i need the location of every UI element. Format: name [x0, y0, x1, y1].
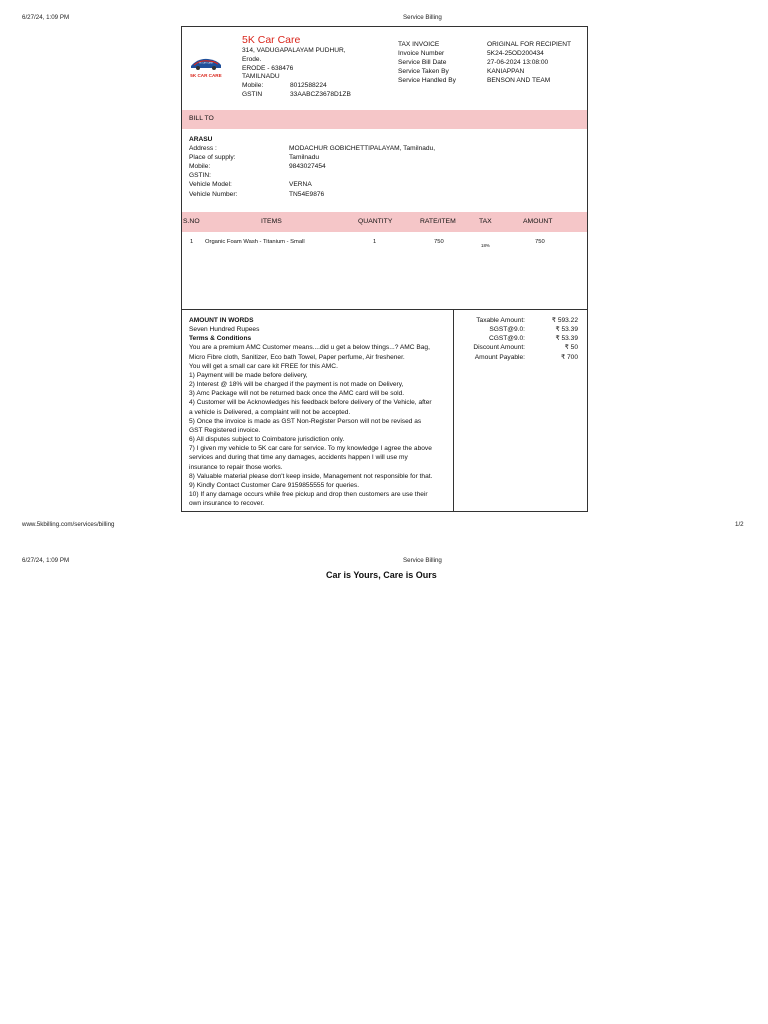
customer-field-value: Tamilnadu: [289, 154, 320, 162]
terms-heading: Terms & Conditions: [189, 335, 252, 343]
customer-row: [189, 144, 435, 153]
total-label: SGST@9.0:: [489, 326, 525, 334]
customer-row: [189, 190, 435, 199]
invoice-document: [181, 26, 588, 512]
customer-row: [189, 153, 435, 162]
customer-field-value: 9843027454: [289, 163, 326, 171]
bill-to-heading: BILL TO: [189, 115, 214, 122]
terms-line: 10) If any damage occurs while free pickup and drop then customers are use their: [189, 490, 428, 498]
col-header-tax: TAX: [479, 218, 492, 225]
address-line: 314, VADUGAPALAYAM PUDHUR,: [242, 47, 346, 54]
terms-line: 1) Payment will be made before delivery,: [189, 371, 308, 379]
invoice-field-value: 5K24-25OD200434: [487, 50, 544, 58]
logo-text: 5K CAR CARE: [190, 73, 222, 78]
address-line: ERODE - 638476: [242, 64, 294, 72]
totals-divider: [453, 309, 454, 511]
terms-line: a vehicle is Delivered, a complaint will not be accepted.: [189, 408, 351, 416]
customer-row: [189, 180, 435, 189]
logo-tag: 5K CAR CARE: [199, 62, 213, 65]
customer-field-label: Vehicle Model:: [189, 181, 232, 189]
invoice-field-value: 27-06-2024 13:08:00: [487, 59, 549, 67]
item-name: Organic Foam Wash - Titanium - Small: [205, 239, 305, 245]
item-rate: 750: [434, 239, 444, 245]
tagline: Car is Yours, Care is Ours: [326, 570, 437, 580]
amount-words-heading: AMOUNT IN WORDS: [189, 317, 254, 324]
invoice-field-value: BENSON AND TEAM: [487, 77, 551, 85]
invoice-field-label: Service Bill Date: [398, 59, 447, 67]
taken-by-row: [398, 67, 571, 76]
bill-date-row: [398, 58, 571, 67]
total-label: Amount Payable:: [474, 353, 525, 361]
terms-line: services and during that time any damages, accidents happen I will use my: [189, 454, 408, 462]
item-tax: 18%: [481, 243, 490, 248]
company-name: 5K Car Care: [242, 34, 301, 46]
item-sno: 1: [190, 239, 194, 245]
terms-line: 2) Interest @ 18% will be charged if the payment is not made on Delivery,: [189, 381, 404, 389]
terms-line: 3) Amc Package will not be returned back once the AMC card will be sold.: [189, 390, 405, 398]
terms-line: 6) All disputes subject to Coimbatore jurisdiction only.: [189, 436, 345, 444]
col-header-rate: RATE/ITEM: [420, 218, 456, 225]
terms-line: own insurance to recover.: [189, 500, 265, 508]
total-value: ₹ 593.22: [551, 317, 578, 324]
invoice-meta: [398, 40, 571, 85]
print-datetime: 6/27/24, 1:09 PM: [22, 14, 70, 21]
terms-line: 4) Customer will be Acknowledges his feedback before delivery of the Vehicle, after: [189, 399, 432, 407]
col-header-sno: S.NO: [183, 218, 200, 225]
address-line: Erode.: [242, 55, 262, 63]
col-header-items: ITEMS: [261, 218, 282, 225]
terms-line: 9) Kindly Contact Customer Care 9159855555 for queries.: [189, 481, 360, 489]
terms-line: 7) I given my vehicle to 5K car care for service. To my knowledge I agree the above: [189, 445, 432, 453]
customer-field-label: Address :: [189, 145, 217, 153]
handled-by-row: [398, 76, 571, 85]
company-logo-icon: [188, 55, 224, 81]
gstin-value: 33AABCZ3678D1ZB: [290, 91, 351, 99]
invoice-field-value: KANIAPPAN: [487, 68, 525, 76]
total-label: Discount Amount:: [473, 344, 525, 352]
terms-line: Micro Fibre cloth, Sanitizer, Eco bath Towel, Paper perfume, Air freshener.: [189, 353, 405, 361]
total-label: CGST@9.0:: [488, 335, 525, 343]
item-quantity: 1: [373, 239, 377, 245]
print-title-page2: Service Billing: [403, 557, 442, 564]
col-header-quantity: QUANTITY: [358, 218, 393, 225]
mobile-value: 8012588224: [290, 82, 327, 90]
col-header-amount: AMOUNT: [523, 218, 553, 225]
terms-line: insurance to repair those works.: [189, 463, 283, 471]
company-gstin: [242, 91, 351, 100]
customer-field-label: Vehicle Number:: [189, 190, 238, 198]
page-number: 1/2: [735, 521, 744, 528]
totals-section: [458, 316, 578, 362]
amount-in-words-section: [189, 316, 451, 508]
customer-field-value: MODACHUR GOBICHETTIPALAYAM, Tamilnadu,: [289, 145, 436, 153]
customer-details: [189, 135, 435, 199]
total-value: ₹ 53.39: [555, 335, 578, 343]
amount-words-value: Seven Hundred Rupees: [189, 326, 260, 334]
company-address: [242, 47, 351, 100]
invoice-field-label: Invoice Number: [398, 50, 445, 58]
terms-line: 5) Once the invoice is made as GST Non-Register Person will not be revised as: [189, 417, 422, 425]
address-line: TAMILNADU: [242, 73, 280, 81]
company-mobile: [242, 82, 351, 91]
total-row: [458, 353, 578, 362]
invoice-field-label: Service Handled By: [398, 77, 456, 85]
total-row: [458, 325, 578, 334]
copy-type: ORIGINAL FOR RECIPIENT: [487, 41, 572, 48]
invoice-field-label: Service Taken By: [398, 68, 449, 76]
total-value: ₹ 700: [560, 353, 578, 361]
total-row: [458, 343, 578, 352]
table-row: [182, 238, 587, 250]
print-title: Service Billing: [403, 14, 442, 21]
terms-line: You are a premium AMC Customer means....did u get a below things...? AMC Bag,: [189, 344, 430, 352]
customer-field-label: GSTIN:: [189, 172, 211, 180]
total-row: [458, 316, 578, 325]
terms-line: GST Registered invoice.: [189, 426, 261, 434]
customer-field-label: Mobile:: [189, 163, 211, 171]
customer-name: ARASU: [189, 136, 213, 143]
total-value: ₹ 50: [564, 344, 578, 352]
total-label: Taxable Amount:: [476, 317, 525, 324]
customer-field-value: VERNA: [289, 181, 312, 189]
mobile-label: Mobile:: [242, 82, 264, 90]
items-table-header: [182, 212, 587, 232]
customer-field-value: TN54E9876: [289, 190, 325, 198]
invoice-number-row: [398, 49, 571, 58]
footer-url[interactable]: www.5kbilling.com/services/billing: [22, 521, 115, 528]
customer-row: [189, 171, 435, 180]
bill-to-band: [182, 110, 587, 129]
terms-line: You will get a small car care kit FREE for this AMC.: [189, 362, 338, 370]
customer-field-label: Place of supply:: [189, 154, 236, 162]
total-row: [458, 334, 578, 343]
invoice-doc-type-row: [398, 40, 571, 49]
doc-type: TAX INVOICE: [398, 41, 440, 48]
gstin-label: GSTIN: [242, 91, 263, 99]
print-datetime-page2: 6/27/24, 1:09 PM: [22, 557, 70, 564]
customer-row: [189, 162, 435, 171]
item-amount: 750: [535, 239, 545, 245]
items-footer-divider: [182, 309, 587, 310]
terms-line: 8) Valuable material please don't keep inside, Management not responsible for that.: [189, 472, 433, 480]
total-value: ₹ 53.39: [555, 326, 578, 334]
